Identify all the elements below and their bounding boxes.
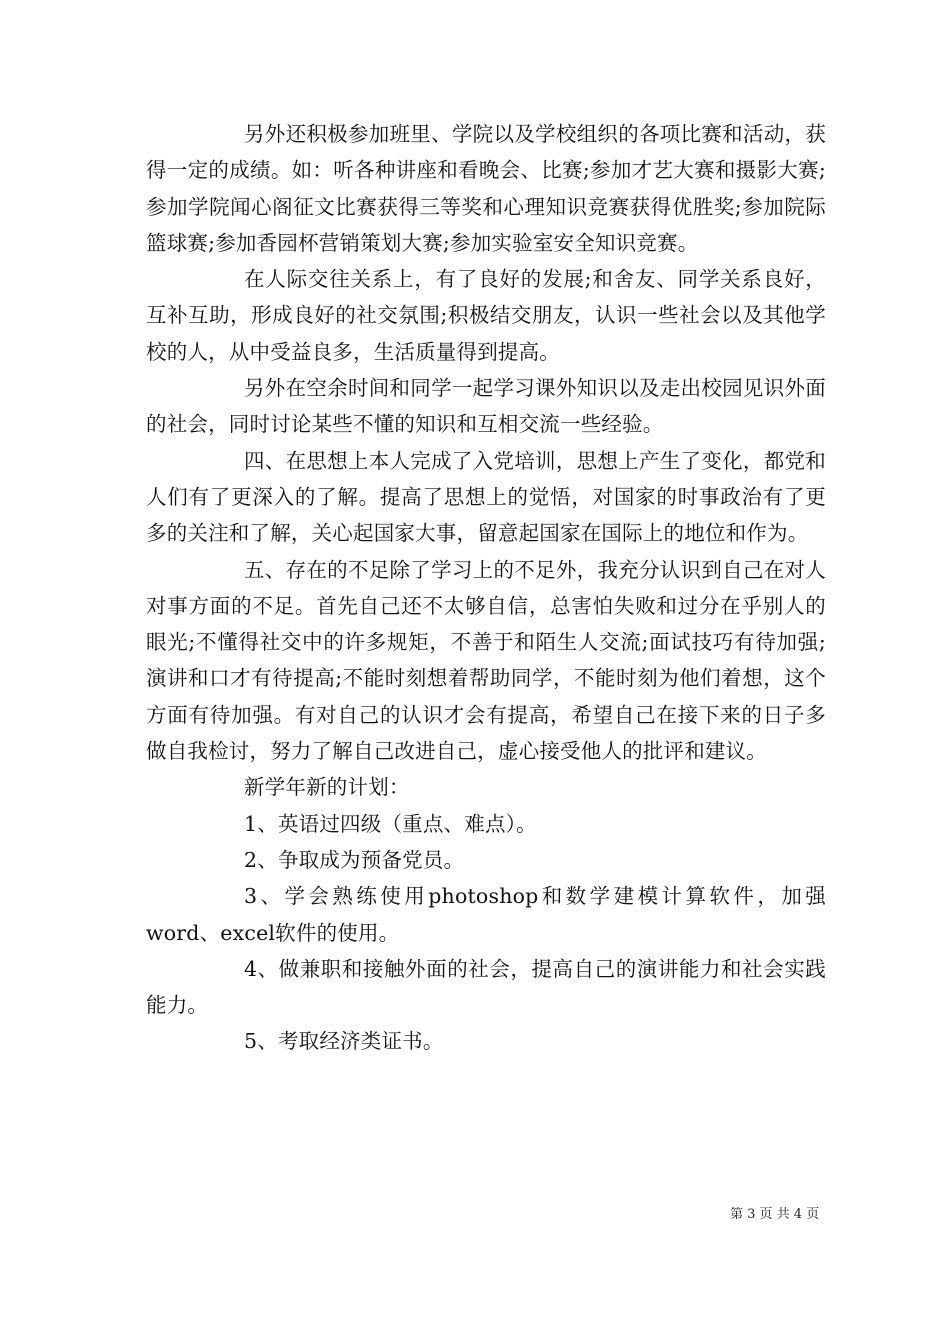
- plan-item-1: 1、英语过四级（重点、难点）。: [244, 811, 537, 836]
- page-footer: 第 3 页 共 4 页: [730, 1207, 820, 1222]
- paragraph-spare-time: 另外在空余时间和同学一起学习课外知识以及走出校园见识外面的社会，同时讨论某些不懂的知识和互相交流一些经验。: [146, 376, 826, 437]
- paragraph-interpersonal: 在人际交往关系上，有了良好的发展;和舍友、同学关系良好，互补互助，形成良好的社交氛围;积极结交朋友，认识一些社会以及其他学校的人，从中受益良多，生活质量得到提高。: [146, 267, 826, 364]
- document-body: [146, 116, 826, 1060]
- paragraph-ideology: 四、在思想上本人完成了入党培训，思想上产生了变化，都党和人们有了更深入的了解。提高了思想上的觉悟，对国家的时事政治有了更多的关注和了解，关心起国家大事，留意起国家在国际上的地位和作为。: [146, 448, 826, 546]
- paragraph-activities: 另外还积极参加班里、学院以及学校组织的各项比赛和活动，获得一定的成绩。如：听各种讲座和看晚会、比赛;参加才艺大赛和摄影大赛;参加学院闻心阁征文比赛获得三等奖和心理知识竞赛获得优胜奖;参加院际篮球赛;参加香园杯营销策划大赛;参加实验室安全知识竞赛。: [146, 122, 826, 255]
- plan-item-3: 3、学会熟练使用photoshop和数学建模计算软件，加强word、excel软件的使用。: [146, 884, 826, 945]
- plan-item-2: 2、争取成为预备党员。: [244, 847, 465, 872]
- plan-item-5: 5、考取经济类证书。: [244, 1029, 444, 1054]
- paragraph-shortcomings: 五、存在的不足除了学习上的不足外，我充分认识到自己在对人对事方面的不足。首先自己还不太够自信，总害怕失败和过分在乎别人的眼光;不懂得社交中的许多规矩，不善于和陌生人交流;面试技巧有待加强;演讲和口才有待提高;不能时刻想着帮助同学，不能时刻为他们着想，这个方面有待加强。有对自己的认识才会有提高，希望自己在接下来的日子多做自我检讨，努力了解自己改进自己，虚心接受他人的批评和建议。: [146, 557, 826, 764]
- plan-item-4: 4、做兼职和接触外面的社会，提高自己的演讲能力和社会实践能力。: [146, 956, 826, 1018]
- plan-heading: 新学年新的计划：: [244, 775, 410, 800]
